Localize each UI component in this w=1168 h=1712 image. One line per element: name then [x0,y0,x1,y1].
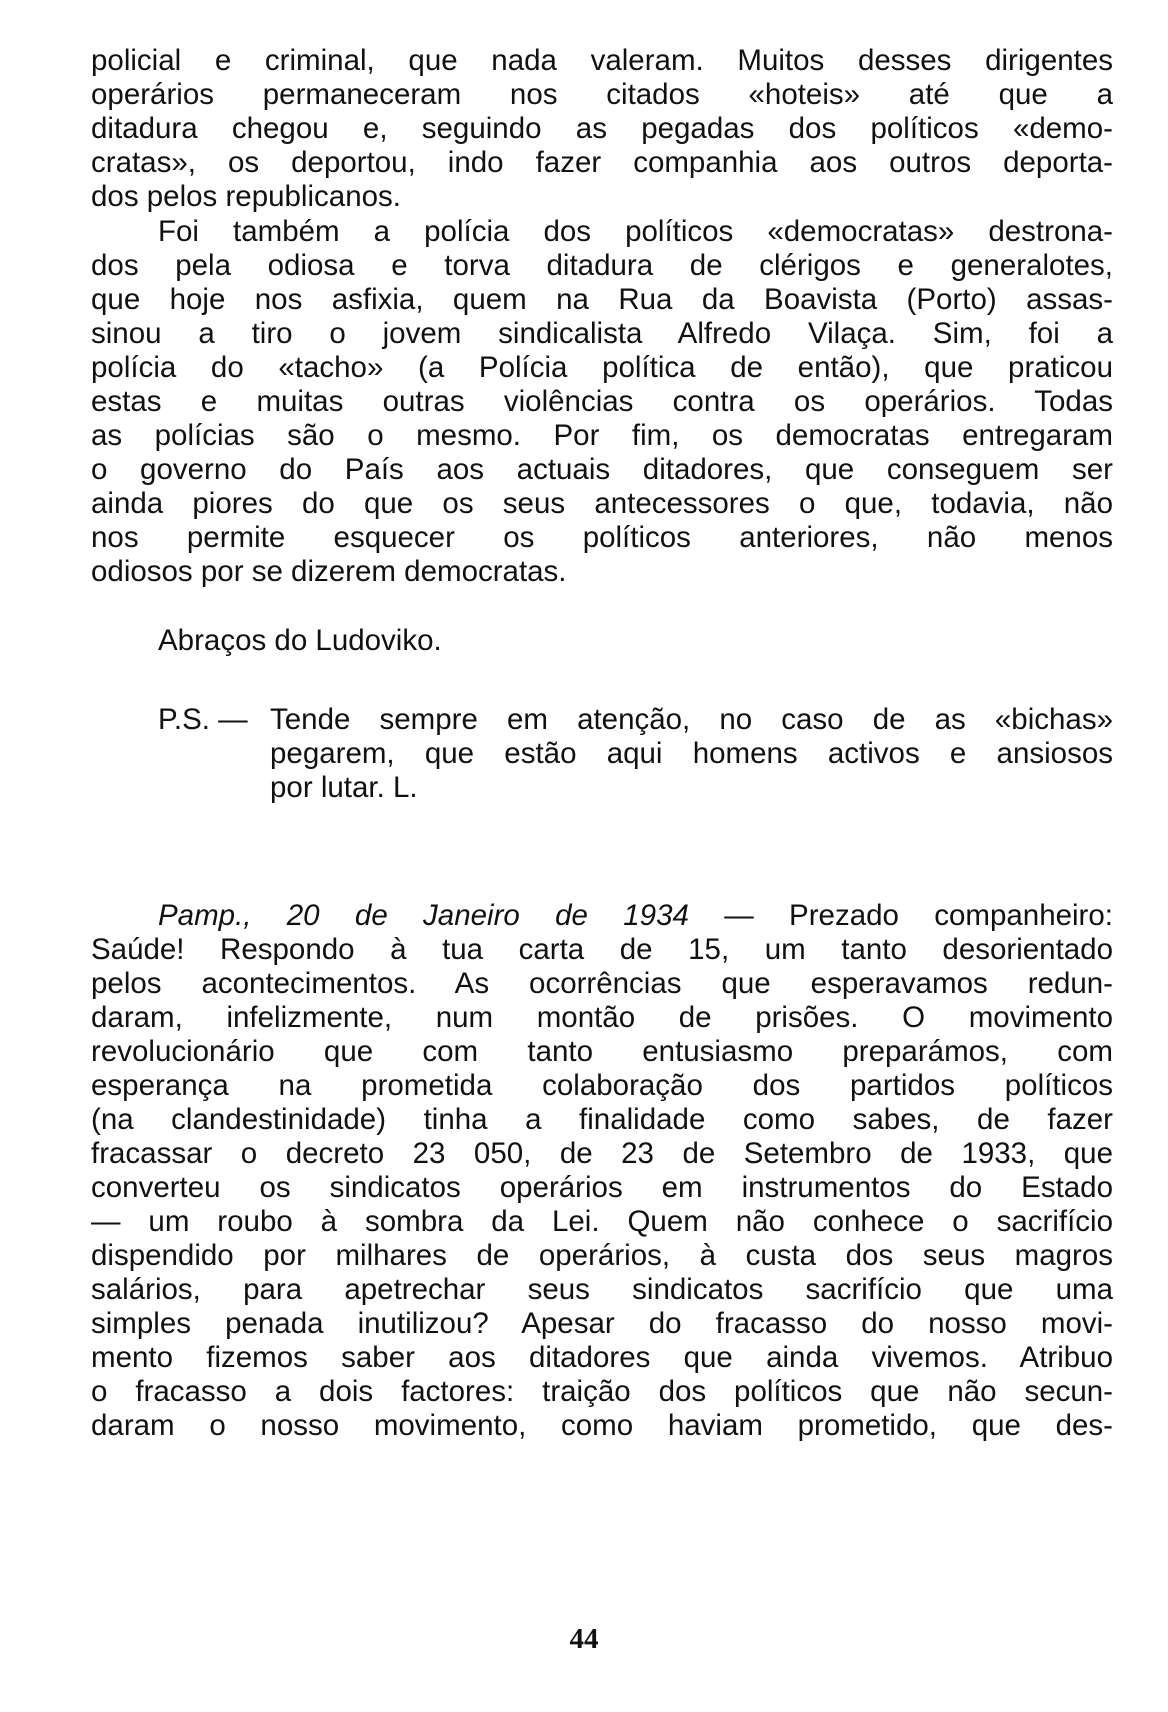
letter-line: daram, infelizmente, num montão de prisões. O movimento [91,1001,1113,1034]
paragraph-1-line: operários permaneceram nos citados «hoteis» até que a [91,78,1113,111]
letter-dash: — [688,899,790,932]
letter-first-line [158,899,1113,933]
page-number: 44 [569,1623,599,1655]
paragraph-2-line: as polícias são o mesmo. Por fim, os democratas entregaram [91,419,1113,452]
paragraph-1-line: ditadura chegou e, seguindo as pegadas dos políticos «demo- [91,112,1113,145]
paragraph-1-line: policial e criminal, que nada valeram. Muitos desses dirigentes [91,44,1113,77]
letter-line: fracassar o decreto 23 050, de 23 de Setembro de 1933, que [91,1137,1113,1170]
letter-salutation: Prezado companheiro: [789,899,1113,932]
letter-line: simples penada inutilizou? Apesar do fracasso do nosso movi- [91,1307,1113,1340]
letter-line: Saúde! Respondo à tua carta de 15, um tanto desorientado [91,933,1113,966]
closing-signature: Abraços do Ludoviko. [158,624,442,657]
letter-line: converteu os sindicatos operários em instrumentos do Estado [91,1171,1113,1204]
letter-line: — um roubo à sombra da Lei. Quem não conhece o sacrifício [91,1205,1113,1238]
paragraph-2-line: polícia do «tacho» (a Polícia política de então), que praticou [91,351,1113,384]
paragraph-2-line: o governo do País aos actuais ditadores, que conseguem ser [91,453,1113,486]
letter-line: daram o nosso movimento, como haviam prometido, que des- [91,1409,1113,1442]
letter-line: dispendido por milhares de operários, à custa dos seus magros [91,1239,1113,1272]
paragraph-1-line: dos pelos republicanos. [91,180,401,213]
letter-dateline: Pamp., 20 de Janeiro de 1934 [158,899,689,932]
letter-line: mento fizemos saber aos ditadores que ainda vivemos. Atribuo [91,1341,1113,1374]
paragraph-2-line: Foi também a polícia dos políticos «democratas» destrona- [158,215,1113,248]
letter-line: (na clandestinidade) tinha a finalidade como sabes, de fazer [91,1103,1113,1136]
paragraph-2-line: sinou a tiro o jovem sindicalista Alfredo Vilaça. Sim, foi a [91,317,1113,350]
letter-line: salários, para apetrechar seus sindicatos sacrifício que uma [91,1273,1113,1306]
paragraph-2-line: estas e muitas outras violências contra os operários. Todas [91,385,1113,418]
paragraph-2-line: dos pela odiosa e torva ditadura de clérigos e generalotes, [91,249,1113,282]
letter-line: revolucionário que com tanto entusiasmo preparámos, com [91,1035,1113,1068]
postscript-line: pegarem, que estão aqui homens activos e ansiosos [270,737,1113,770]
postscript-line: Tende sempre em atenção, no caso de as «bichas» [270,703,1113,736]
letter-line: o fracasso a dois factores: traição dos políticos que não secun- [91,1375,1113,1408]
letter-line: esperança na prometida colaboração dos partidos políticos [91,1069,1113,1102]
letter-line: pelos acontecimentos. As ocorrências que esperavamos redun- [91,967,1113,1000]
postscript-label: P.S. — [158,703,248,736]
paragraph-2-line: odiosos por se dizerem democratas. [91,555,567,588]
paragraph-2-line: nos permite esquecer os políticos anteriores, não menos [91,521,1113,554]
postscript-line: por lutar. L. [270,771,418,804]
paragraph-1-line: cratas», os deportou, indo fazer companhia aos outros deporta- [91,146,1113,179]
paragraph-2-line: ainda piores do que os seus antecessores o que, todavia, não [91,487,1113,520]
paragraph-2-line: que hoje nos asfixia, quem na Rua da Boavista (Porto) assas- [91,283,1113,316]
